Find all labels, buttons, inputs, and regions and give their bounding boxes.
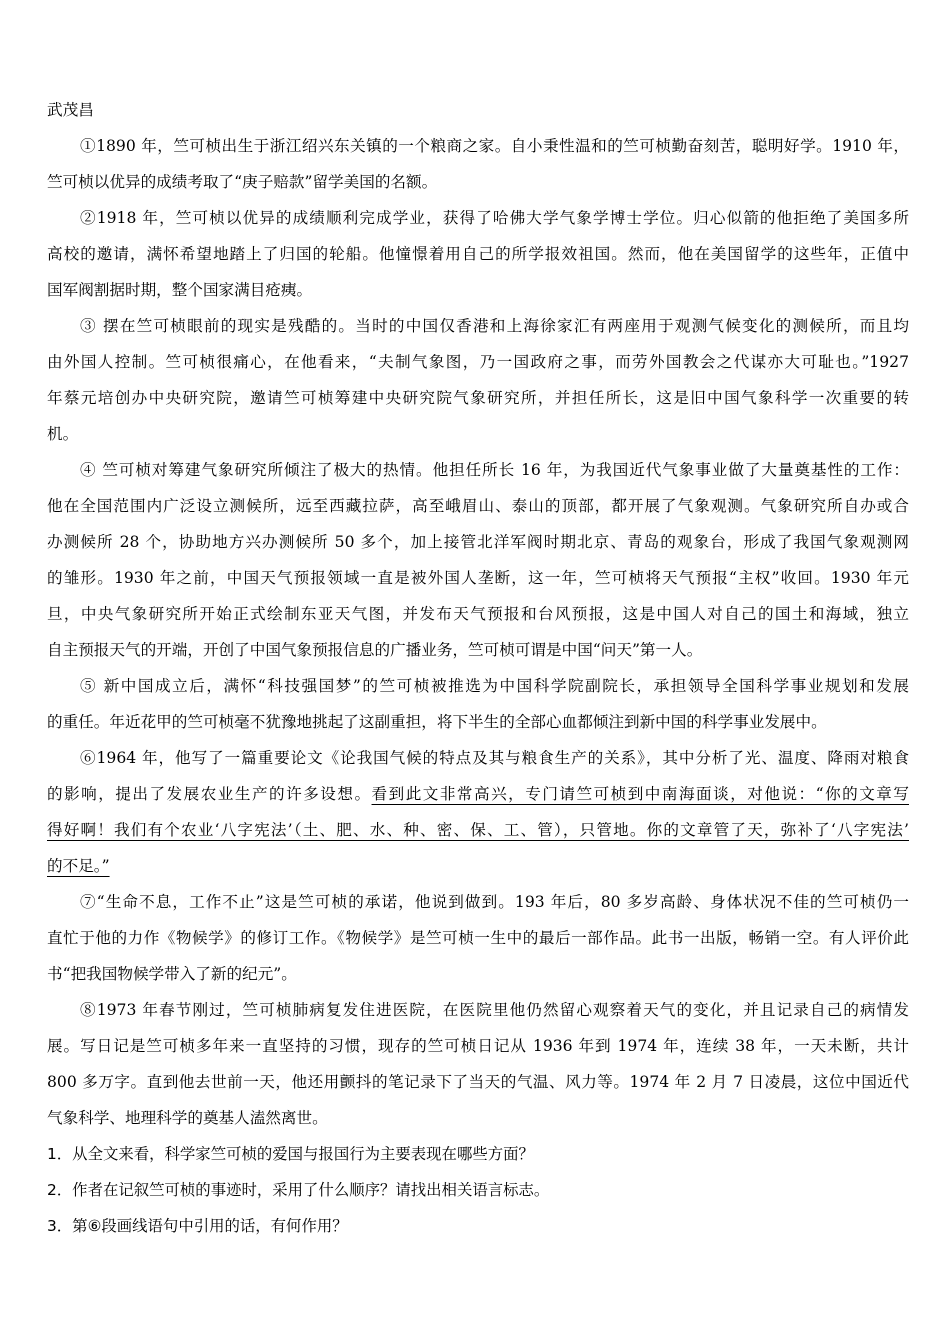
text-line <box>47 1100 909 1136</box>
line-text: 的影响，提出了发展农业生产的许多设想。 <box>47 785 372 803</box>
text-line <box>47 164 909 200</box>
line-text: ⑤ 新中国成立后，满怀“科技强国梦”的竺可桢被推选为中国科学院副院长，承担领导全国科学事业规划和发展 <box>80 677 909 695</box>
underlined-quote: 看到此文非常高兴，专门请竺可桢到中南海面谈，对他说：“你的文章写 <box>371 785 909 803</box>
text-line <box>47 380 909 416</box>
text-line <box>47 956 909 992</box>
text-line <box>47 128 909 164</box>
line-text: 他在全国范围内广泛设立测候所，远至西藏拉萨，高至峨眉山、泰山的顶部，都开展了气象观测。气象研究所自办或合 <box>47 497 909 515</box>
paragraph-2 <box>47 200 909 308</box>
text-line <box>47 200 909 236</box>
text-line <box>47 740 909 776</box>
text-line <box>47 452 909 488</box>
text-line <box>47 524 909 560</box>
text-line <box>47 1028 909 1064</box>
text-line <box>47 848 909 884</box>
line-text: 书“把我国物候学带入了新的纪元”。 <box>47 965 297 983</box>
line-text: 高校的邀请，满怀希望地踏上了归国的轮船。他憧憬着用自己的所学报效祖国。然而，他在美国留学的这些年，正值中 <box>47 245 909 263</box>
line-text: ②1918 年，竺可桢以优异的成绩顺利完成学业，获得了哈佛大学气象学博士学位。归心似箭的他拒绝了美国多所 <box>80 209 909 227</box>
line-text: 旦，中央气象研究所开始正式绘制东亚天气图，并发布天气预报和台风预报，这是中国人对自己的国土和海域，独立 <box>47 605 909 623</box>
line-text: ④ 竺可桢对筹建气象研究所倾注了极大的热情。他担任所长 16 年，为我国近代气象事业做了大量奠基性的工作： <box>80 461 909 479</box>
line-text: 800 多万字。直到他去世前一天，他还用颤抖的笔记录下了当天的气温、风力等。1974 年 2 月 7 日凌晨，这位中国近代 <box>47 1073 909 1091</box>
paragraph-1 <box>47 128 909 200</box>
text-line <box>47 992 909 1028</box>
line-text: 国军阀割据时期，整个国家满目疮痍。 <box>47 281 313 299</box>
line-text: 的重任。年近花甲的竺可桢毫不犹豫地挑起了这副重担，将下半生的全部心血都倾注到新中国的科学事业发展中。 <box>47 713 827 731</box>
document-body <box>47 92 909 1244</box>
paragraph-5 <box>47 668 909 740</box>
text-line <box>47 236 909 272</box>
line-text: ⑦“生命不息，工作不止”这是竺可桢的承诺，他说到做到。193 年后，80 多岁高龄、身体状况不佳的竺可桢仍一 <box>80 893 909 911</box>
line-text: 由外国人控制。竺可桢很痛心，在他看来，“夫制气象图，乃一国政府之事，而劳外国教会之代谋亦大可耻也。”1927 <box>47 353 909 371</box>
question-2: 2．作者在记叙竺可桢的事迹时，采用了什么顺序？请找出相关语言标志。 <box>47 1181 550 1199</box>
line-text: 的不足。” <box>47 857 110 875</box>
line-text: 自主预报天气的开端，开创了中国气象预报信息的广播业务，竺可桢可谓是中国“问天”第一人。 <box>47 641 703 659</box>
text-line <box>47 416 909 452</box>
text-line <box>47 668 909 704</box>
line-text: ③ 摆在竺可桢眼前的现实是残酷的。当时的中国仅香港和上海徐家汇有两座用于观测气候变化的测候所，而且均 <box>80 317 909 335</box>
line-text: 展。写日记是竺可桢多年来一直坚持的习惯，现存的竺可桢日记从 1936 年到 1974 年，连续 38 年，一天未断，共计 <box>47 1037 909 1055</box>
text-line <box>47 596 909 632</box>
text-line <box>47 812 909 848</box>
paragraph-7 <box>47 884 909 992</box>
paragraph-3 <box>47 308 909 452</box>
line-text: 办测候所 28 个，协助地方兴办测候所 50 多个，加上接管北洋军阀时期北京、青岛的观象台，形成了我国气象观测网 <box>47 533 909 551</box>
line-text: ①1890 年，竺可桢出生于浙江绍兴东关镇的一个粮商之家。自小秉性温和的竺可桢勤奋刻苦，聪明好学。1910 年， <box>80 137 909 155</box>
line-text: 的雏形。1930 年之前，中国天气预报领域一直是被外国人垄断，这一年，竺可桢将天气预报“主权”收回。1930 年元 <box>47 569 909 587</box>
text-line <box>47 920 909 956</box>
line-text: 气象科学、地理科学的奠基人溘然离世。 <box>47 1109 328 1127</box>
text-line <box>47 308 909 344</box>
text-line <box>47 884 909 920</box>
article <box>47 128 909 1136</box>
paragraph-4 <box>47 452 909 668</box>
question-3: 3．第⑥段画线语句中引用的话，有何作用？ <box>47 1217 348 1235</box>
text-line <box>47 272 909 308</box>
questions <box>47 1136 909 1244</box>
text-line <box>47 344 909 380</box>
question-1: 1．从全文来看，科学家竺可桢的爱国与报国行为主要表现在哪些方面？ <box>47 1145 534 1163</box>
line-text: 直忙于他的力作《物候学》的修订工作。《物候学》是竺可桢一生中的最后一部作品。此书一出版，畅销一空。有人评价此 <box>47 929 909 947</box>
author-name: 武茂昌 <box>47 101 94 119</box>
paragraph-6 <box>47 740 909 884</box>
line-text: 得好啊！我们有个农业‘八字宪法’（土、肥、水、种、密、保、工、管），只管地。你的文章管了天，弥补了‘八字宪法’ <box>47 821 909 839</box>
line-text: ⑥1964 年，他写了一篇重要论文《论我国气候的特点及其与粮食生产的关系》，其中分析了光、温度、降雨对粮食 <box>80 749 909 767</box>
text-line <box>47 776 909 812</box>
text-line <box>47 632 909 668</box>
line-text: 竺可桢以优异的成绩考取了“庚子赔款”留学美国的名额。 <box>47 173 438 191</box>
text-line <box>47 1064 909 1100</box>
line-text: 年蔡元培创办中央研究院，邀请竺可桢筹建中央研究院气象研究所，并担任所长，这是旧中国气象科学一次重要的转 <box>47 389 909 407</box>
line-text: 机。 <box>47 425 79 443</box>
text-line <box>47 704 909 740</box>
line-text: ⑧1973 年春节刚过，竺可桢肺病复发住进医院，在医院里他仍然留心观察着天气的变化，并且记录自己的病情发 <box>80 1001 909 1019</box>
text-line <box>47 560 909 596</box>
paragraph-8 <box>47 992 909 1136</box>
text-line <box>47 488 909 524</box>
